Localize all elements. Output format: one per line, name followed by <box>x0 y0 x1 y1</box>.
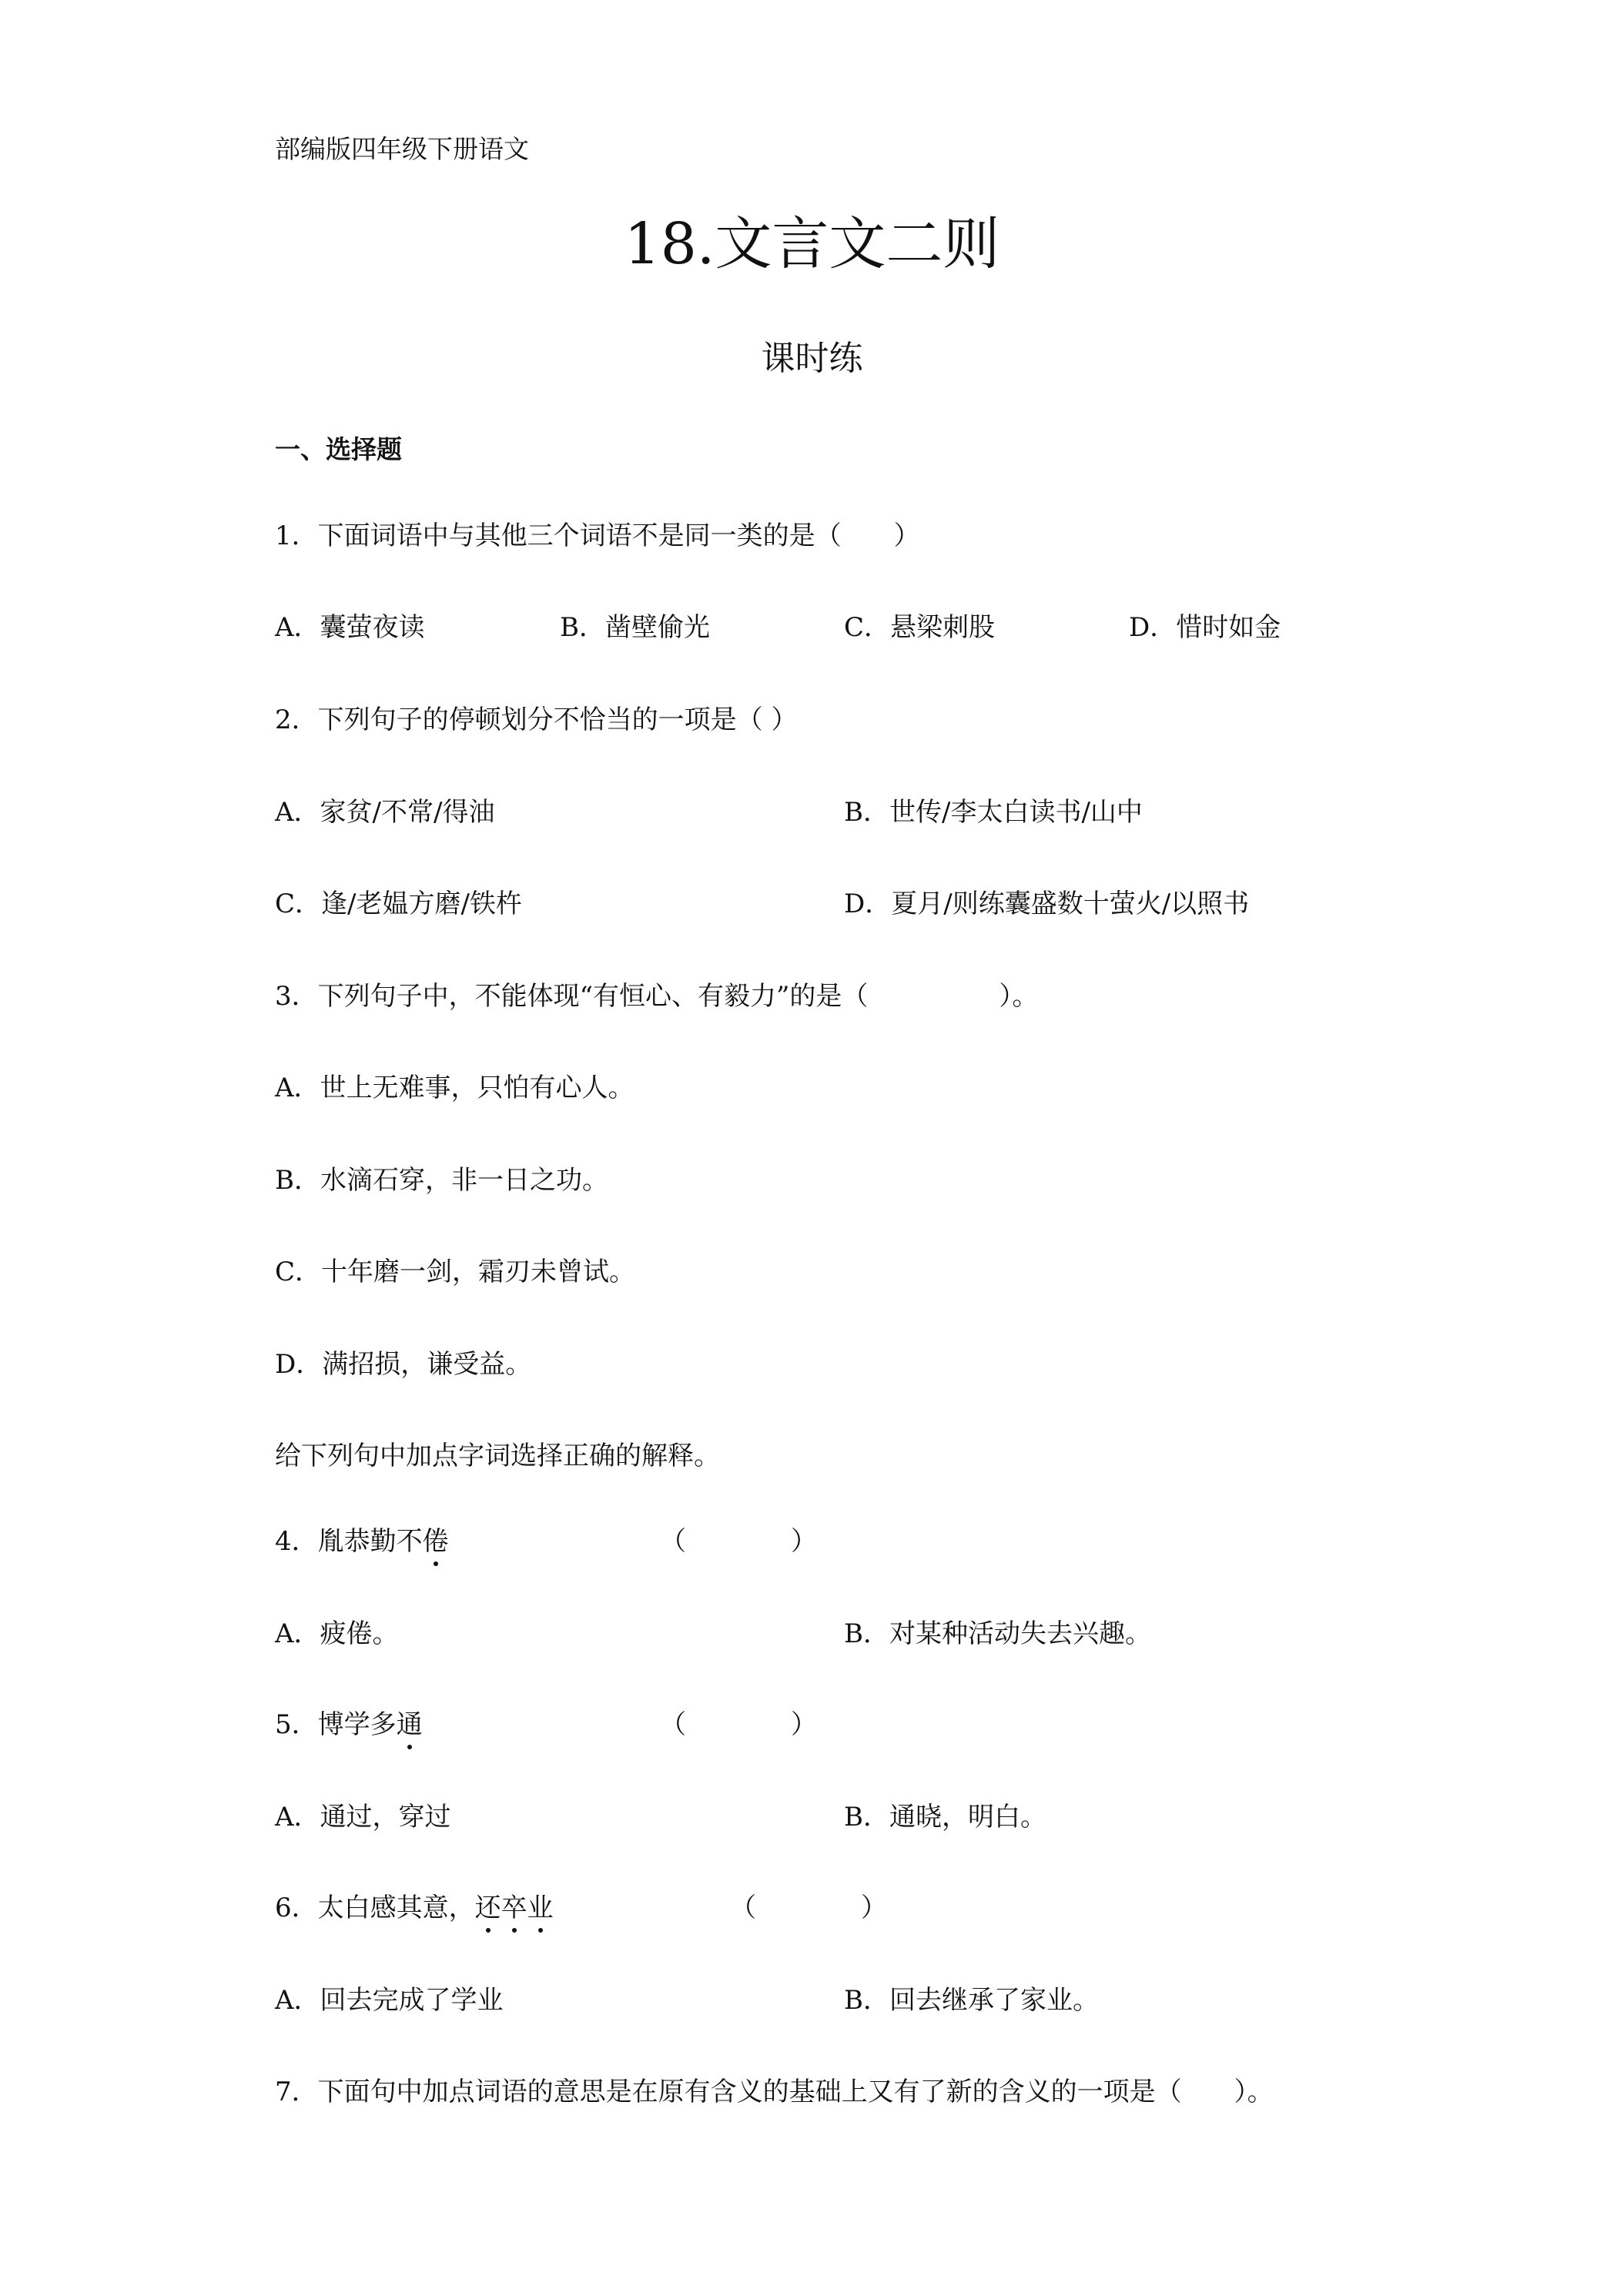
question-4 <box>275 1525 449 1558</box>
q4-text: 4．胤恭勤不 <box>275 1526 423 1557</box>
q2-option-c: C．逢/老媪方磨/铁杵 <box>275 889 522 919</box>
q3-option-b: B．水滴石穿，非一日之功。 <box>275 1165 608 1196</box>
q2-option-b: B．世传/李太白读书/山中 <box>844 797 1143 828</box>
q1-option-c: C．悬梁刺股 <box>844 612 996 643</box>
question-3: 3．下列句子中，不能体现“有恒心、有毅力”的是（ ）。 <box>275 981 1039 1012</box>
question-2: 2．下列句子的停顿划分不恰当的一项是（ ） <box>275 705 798 735</box>
page-title: 18.文言文二则 <box>624 211 1000 277</box>
q6-option-a: A．回去完成了学业 <box>275 1985 504 2016</box>
q4-option-a: A．疲倦。 <box>275 1618 399 1649</box>
q3-option-c: C．十年磨一剑，霜刃未曾试。 <box>275 1257 636 1287</box>
q3-option-a: A．世上无难事，只怕有心人。 <box>275 1073 635 1103</box>
q6-dotted-word-1: 还 <box>474 1893 501 1923</box>
q6-option-b: B．回去继承了家业。 <box>844 1985 1099 2016</box>
q4-dotted-word: 倦 <box>422 1526 449 1557</box>
question-5 <box>275 1708 423 1742</box>
question-7: 7．下面句中加点词语的意思是在原有含义的基础上又有了新的含义的一项是（ ）。 <box>275 2077 1274 2107</box>
section-heading: 一、选择题 <box>275 434 402 464</box>
q1-option-b: B．凿壁偷光 <box>560 612 710 643</box>
instruction-text: 给下列句中加点字词选择正确的解释。 <box>275 1441 720 1471</box>
q6-dotted-word-3: 业 <box>527 1893 554 1923</box>
q6-text: 6．太白感其意， <box>275 1893 475 1923</box>
question-1: 1．下面词语中与其他三个词语不是同一类的是（ ） <box>275 520 920 551</box>
q5-dotted-word: 通 <box>396 1709 423 1740</box>
document-header: 部编版四年级下册语文 <box>275 134 529 164</box>
q2-option-a: A．家贫/不常/得油 <box>275 797 495 828</box>
q5-option-b: B．通晓，明白。 <box>844 1802 1046 1832</box>
q2-option-d: D．夏月/则练囊盛数十萤火/以照书 <box>844 889 1250 919</box>
q1-option-d: D．惜时如金 <box>1129 612 1281 643</box>
page-subtitle: 课时练 <box>761 339 863 378</box>
q5-option-a: A．通过，穿过 <box>275 1802 451 1832</box>
q5-answer-bracket: （ ） <box>660 1709 817 1740</box>
q3-option-d: D．满招损，谦受益。 <box>275 1349 532 1380</box>
q5-text: 5．博学多 <box>275 1709 397 1740</box>
question-6 <box>275 1891 554 1925</box>
q1-option-a: A．囊萤夜读 <box>275 612 425 643</box>
q6-answer-bracket: （ ） <box>730 1893 887 1923</box>
q6-dotted-word-2: 卒 <box>501 1893 527 1923</box>
q4-option-b: B．对某种活动失去兴趣。 <box>844 1618 1151 1649</box>
q4-answer-bracket: （ ） <box>660 1526 817 1557</box>
